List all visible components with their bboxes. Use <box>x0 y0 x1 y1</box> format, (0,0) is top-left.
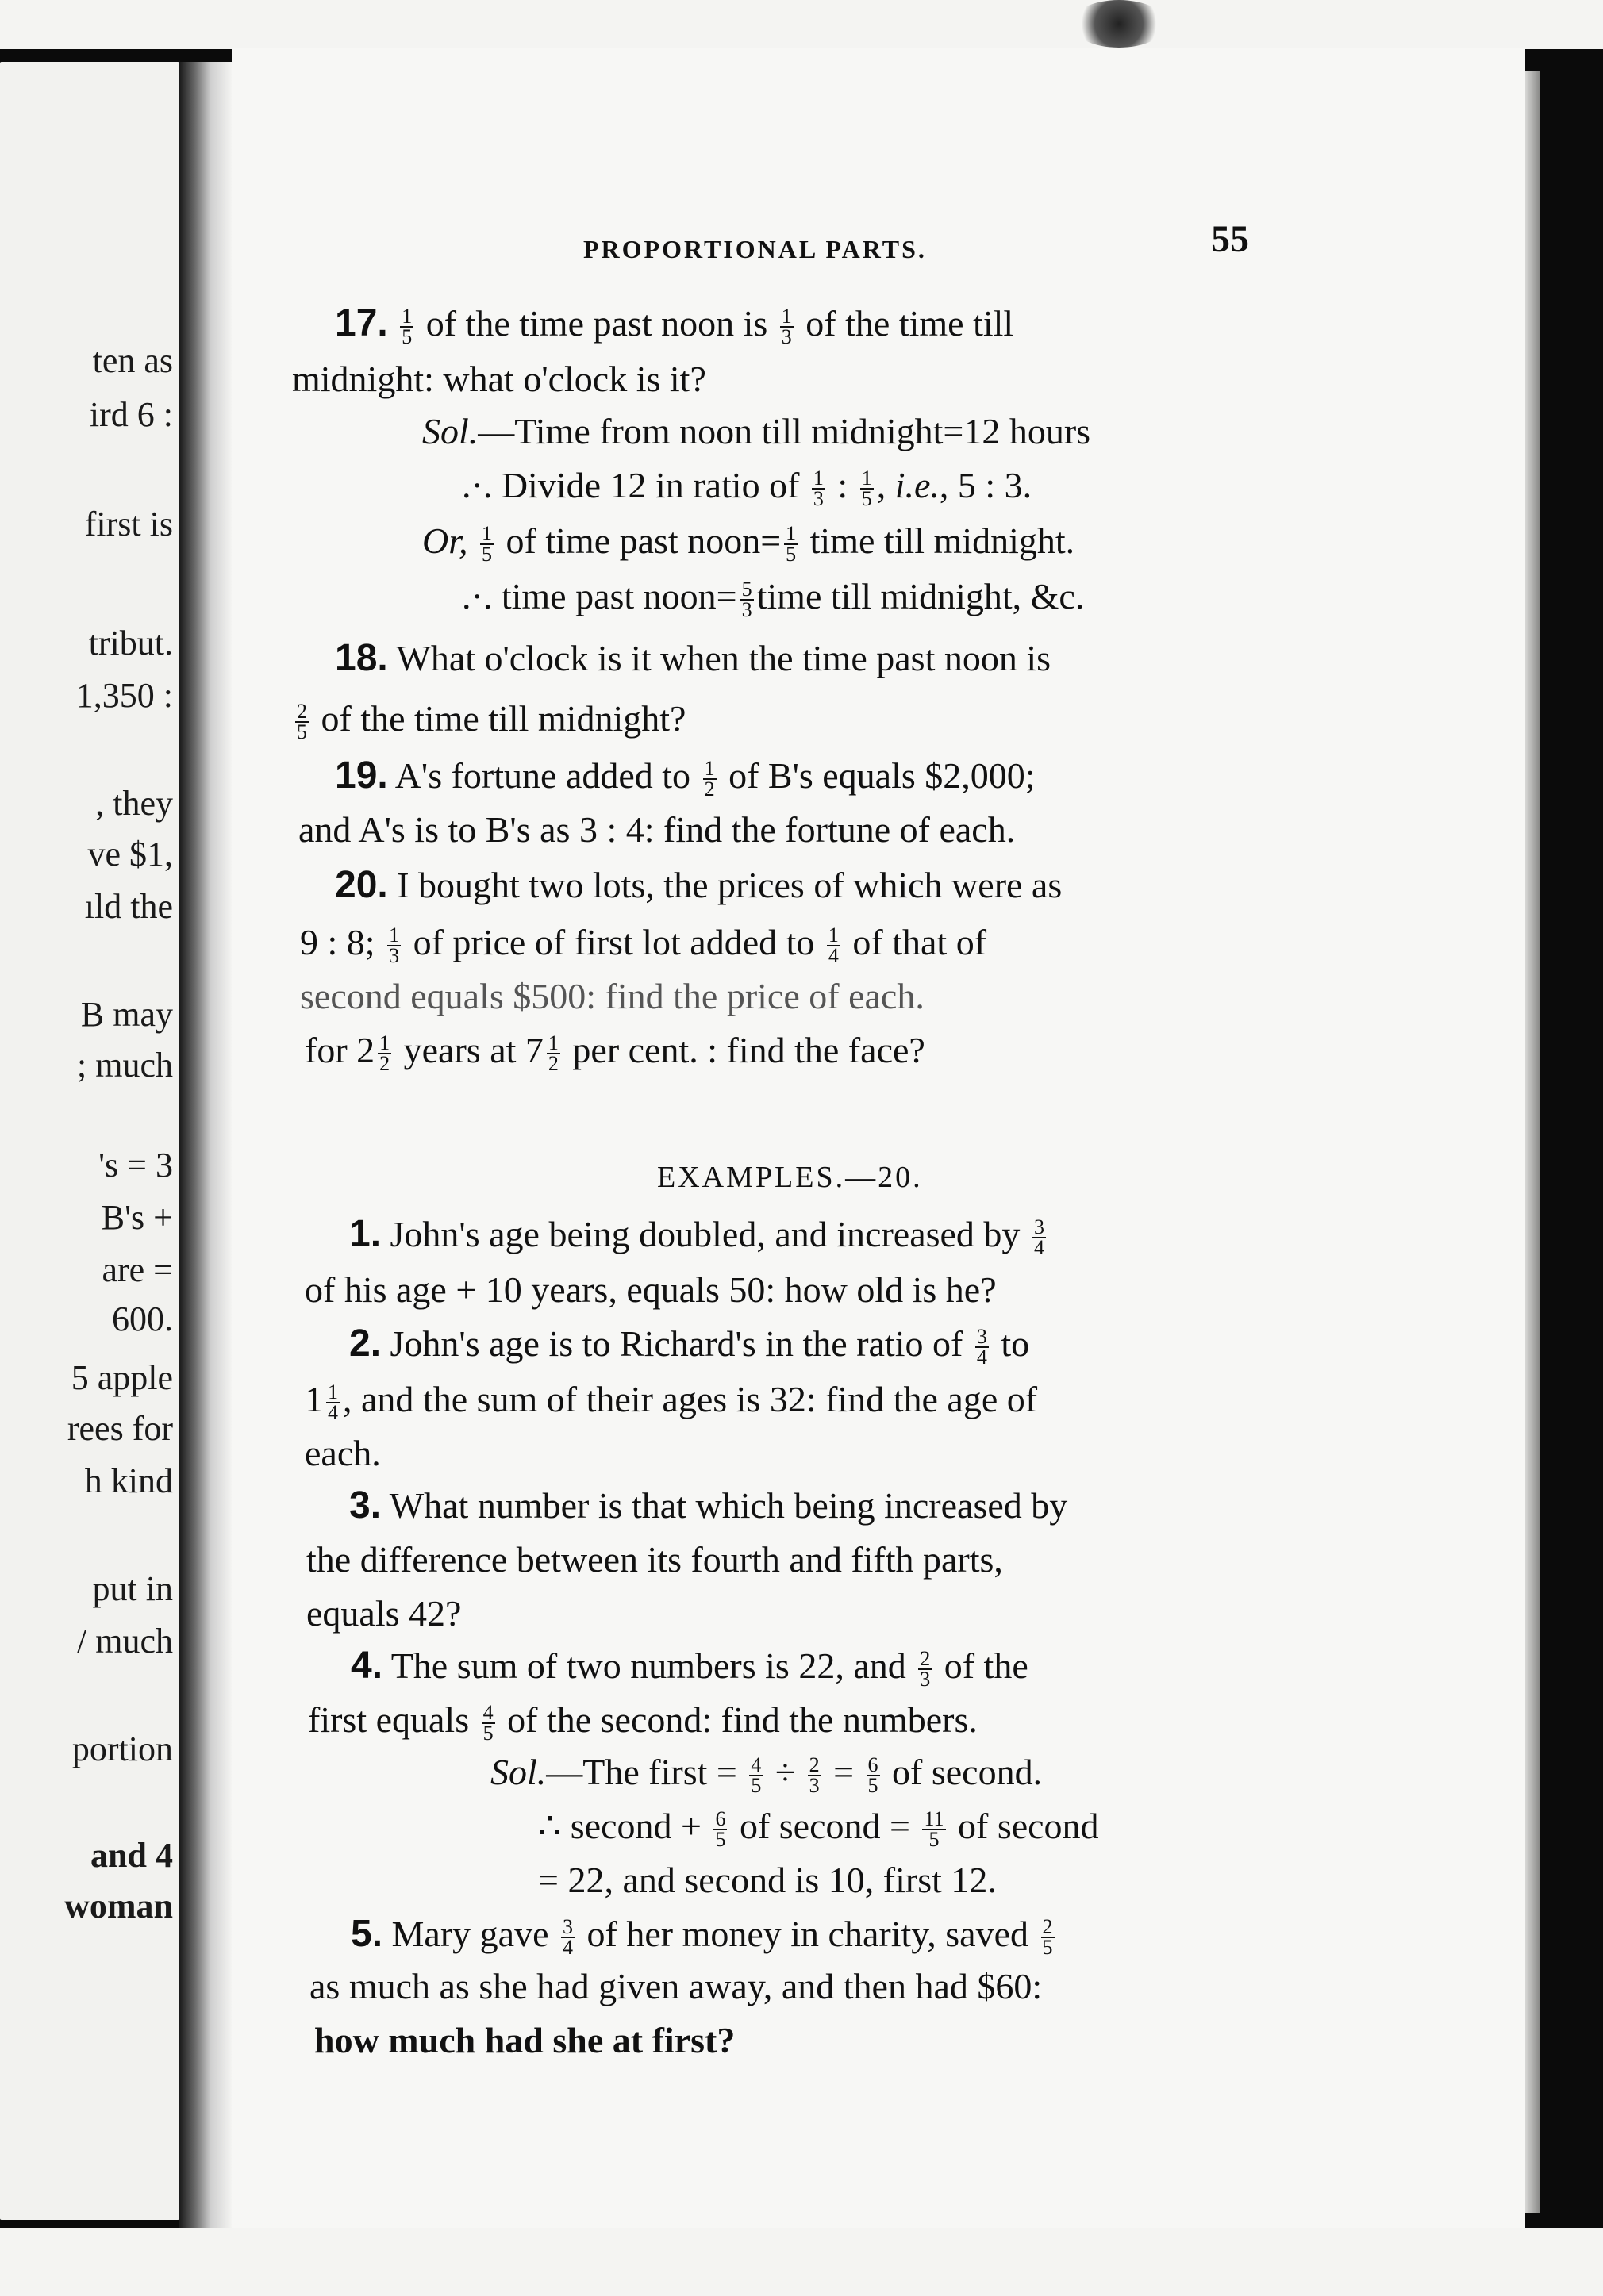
fraction: $\frac{4}{5}$ <box>751 1753 762 1798</box>
problem-17-alt-1: Or, $\frac{1}{5}$ of time past noon= $\frac{1}{5}$ time till midnight. <box>422 520 1075 566</box>
book-gutter <box>179 62 232 2228</box>
facing-page-line: B may <box>80 995 173 1034</box>
problem-18-line-2: $\frac{2}{5}$ of the time till midnight? <box>297 698 686 744</box>
facing-page-line: , they <box>95 784 173 823</box>
fraction: $\frac{4}{5}$ <box>482 1701 494 1745</box>
problem-20-line-1: 20. I bought two lots, the prices of which were as <box>335 864 1063 906</box>
facing-page-line: woman <box>64 1887 173 1925</box>
problem-17-line-2: midnight: what o'clock is it? <box>292 359 706 399</box>
example-1-line-2: of his age + 10 years, equals 50: how old is he? <box>305 1269 997 1310</box>
facing-page-line: 1,350 : <box>75 676 173 715</box>
fraction: $\frac{1}{3}$ <box>781 305 792 349</box>
fraction: $\frac{1}{5}$ <box>402 305 413 349</box>
fraction: $\frac{1}{3}$ <box>813 466 824 511</box>
fraction: $\frac{1}{2}$ <box>379 1031 390 1076</box>
facing-page-line: 5 apple <box>71 1358 173 1397</box>
example-3-line-2: the difference between its fourth and fifth parts, <box>306 1539 1003 1580</box>
example-3-line-3: equals 42? <box>306 1593 462 1634</box>
facing-page-line: ird 6 : <box>89 395 173 434</box>
problem-20-line-4: for 2 $\frac{1}{2}$ years at 7 $\frac{1}{2}$ per cent. : find the face? <box>305 1030 925 1076</box>
facing-page-line: put in <box>92 1569 173 1608</box>
problem-19-line-1: 19. A's fortune added to $\frac{1}{2}$ of B's equals $2,000; <box>335 754 1036 801</box>
fraction: $\frac{2}{5}$ <box>297 700 307 744</box>
book-page <box>232 48 1525 2237</box>
fraction: $\frac{1}{4}$ <box>328 1380 338 1425</box>
example-5-line-2: as much as she had given away, and then had $60: <box>309 1966 1043 2006</box>
facing-page-fragment <box>0 62 179 2220</box>
facing-page-line: portion <box>71 1730 173 1768</box>
example-4-solution-1: Sol.—The first = $\frac{4}{5}$ ÷ $\frac{2}{3}$ = $\frac{6}{5}$ of second. <box>490 1752 1043 1798</box>
fraction: $\frac{1}{2}$ <box>548 1031 559 1076</box>
example-5-line-3: how much had she at first? <box>314 2020 736 2060</box>
fraction: $\frac{1}{5}$ <box>482 522 493 566</box>
example-4-solution-3: = 22, and second is 10, first 12. <box>538 1860 997 1900</box>
problem-20-line-2: 9 : 8; $\frac{1}{3}$ of price of first lot added to $\frac{1}{4}$ of that of <box>300 922 987 968</box>
problem-17-solution-2: .·. Divide 12 in ratio of $\frac{1}{3}$ : $\frac{1}{5}$ , i.e., 5 : 3. <box>462 465 1032 511</box>
examples-heading: EXAMPLES.—20. <box>657 1161 923 1194</box>
facing-page-line: first is <box>84 505 173 543</box>
facing-page-line: and 4 <box>90 1836 173 1875</box>
fraction: $\frac{6}{5}$ <box>715 1807 726 1852</box>
fraction: $\frac{2}{5}$ <box>1042 1915 1053 1960</box>
example-5-line-1: 5. Mary gave $\frac{3}{4}$ of her money in charity, saved $\frac{2}{5}$ <box>351 1913 1053 1960</box>
facing-page-line: h kind <box>84 1461 173 1500</box>
example-2-line-2: 1 $\frac{1}{4}$ , and the sum of their ages is 32: find the age of <box>305 1379 1038 1425</box>
ink-blot <box>1071 0 1167 48</box>
fraction: $\frac{1}{2}$ <box>704 757 715 801</box>
facing-page-line: ; much <box>77 1046 173 1085</box>
example-4-line-1: 4. The sum of two numbers is 22, and $\frac{2}{3}$ of the <box>351 1645 1028 1691</box>
fraction: $\frac{1}{3}$ <box>389 923 400 968</box>
problem-17-solution-1: Sol.—Time from noon till midnight=12 hours <box>422 411 1091 451</box>
problem-17-alt-2: .·. time past noon= $\frac{5}{3}$ time till midnight, &c. <box>462 576 1085 622</box>
facing-page-line: / much <box>77 1622 173 1661</box>
problem-20-line-3: second equals $500: find the price of each. <box>300 976 925 1016</box>
problem-number: 17. <box>335 302 388 344</box>
facing-page-line: rees for <box>67 1409 173 1448</box>
facing-page-line: ten as <box>92 341 173 380</box>
example-4-line-2: first equals $\frac{4}{5}$ of the second: find the numbers. <box>308 1699 978 1745</box>
fraction: $\frac{1}{5}$ <box>861 466 872 511</box>
facing-page-line: ıld the <box>84 887 173 926</box>
facing-page-line: are = <box>102 1250 173 1289</box>
facing-page-line: 600. <box>112 1300 173 1338</box>
facing-page-line: 's = 3 <box>98 1146 173 1184</box>
fraction: $\frac{1}{5}$ <box>786 522 797 566</box>
scan-bottom-margin <box>0 2228 1603 2296</box>
example-2-line-1: 2. John's age is to Richard's in the ratio of $\frac{3}{4}$ to <box>349 1323 1030 1369</box>
problem-18-line-1: 18. What o'clock is it when the time past noon is <box>335 637 1051 679</box>
facing-page-line: ve $1, <box>87 835 173 873</box>
problem-17-line-1: 17. $\frac{1}{5}$ of the time past noon is $\frac{1}{3}$ of the time till <box>335 302 1014 349</box>
page-number: 55 <box>1211 218 1249 260</box>
example-1-line-1: 1. John's age being doubled, and increased by $\frac{3}{4}$ <box>349 1213 1044 1260</box>
scan-top-margin <box>0 0 1603 49</box>
fraction: $\frac{3}{4}$ <box>1033 1215 1044 1260</box>
example-4-solution-2: ∴ second + $\frac{6}{5}$ of second = $\frac{11}{5}$ of second <box>538 1806 1099 1852</box>
facing-page-line: tribut. <box>88 624 173 662</box>
fraction: $\frac{5}{3}$ <box>741 578 752 622</box>
fraction: $\frac{2}{3}$ <box>809 1753 820 1798</box>
fraction: $\frac{2}{3}$ <box>920 1647 931 1691</box>
fraction: $\frac{3}{4}$ <box>563 1915 574 1960</box>
facing-page-line: B's + <box>101 1198 173 1237</box>
fraction: $\frac{6}{5}$ <box>867 1753 878 1798</box>
example-2-line-3: each. <box>305 1433 381 1473</box>
example-3-line-1: 3. What number is that which being increased by <box>349 1484 1068 1526</box>
fraction: $\frac{1}{4}$ <box>828 923 839 968</box>
problem-19-line-2: and A's is to B's as 3 : 4: find the fortune of each. <box>298 809 1016 850</box>
page-edge-shadow <box>1525 71 1540 2213</box>
running-title: PROPORTIONAL PARTS. <box>583 235 927 263</box>
fraction: $\frac{3}{4}$ <box>976 1325 987 1369</box>
fraction: $\frac{11}{5}$ <box>924 1807 944 1852</box>
